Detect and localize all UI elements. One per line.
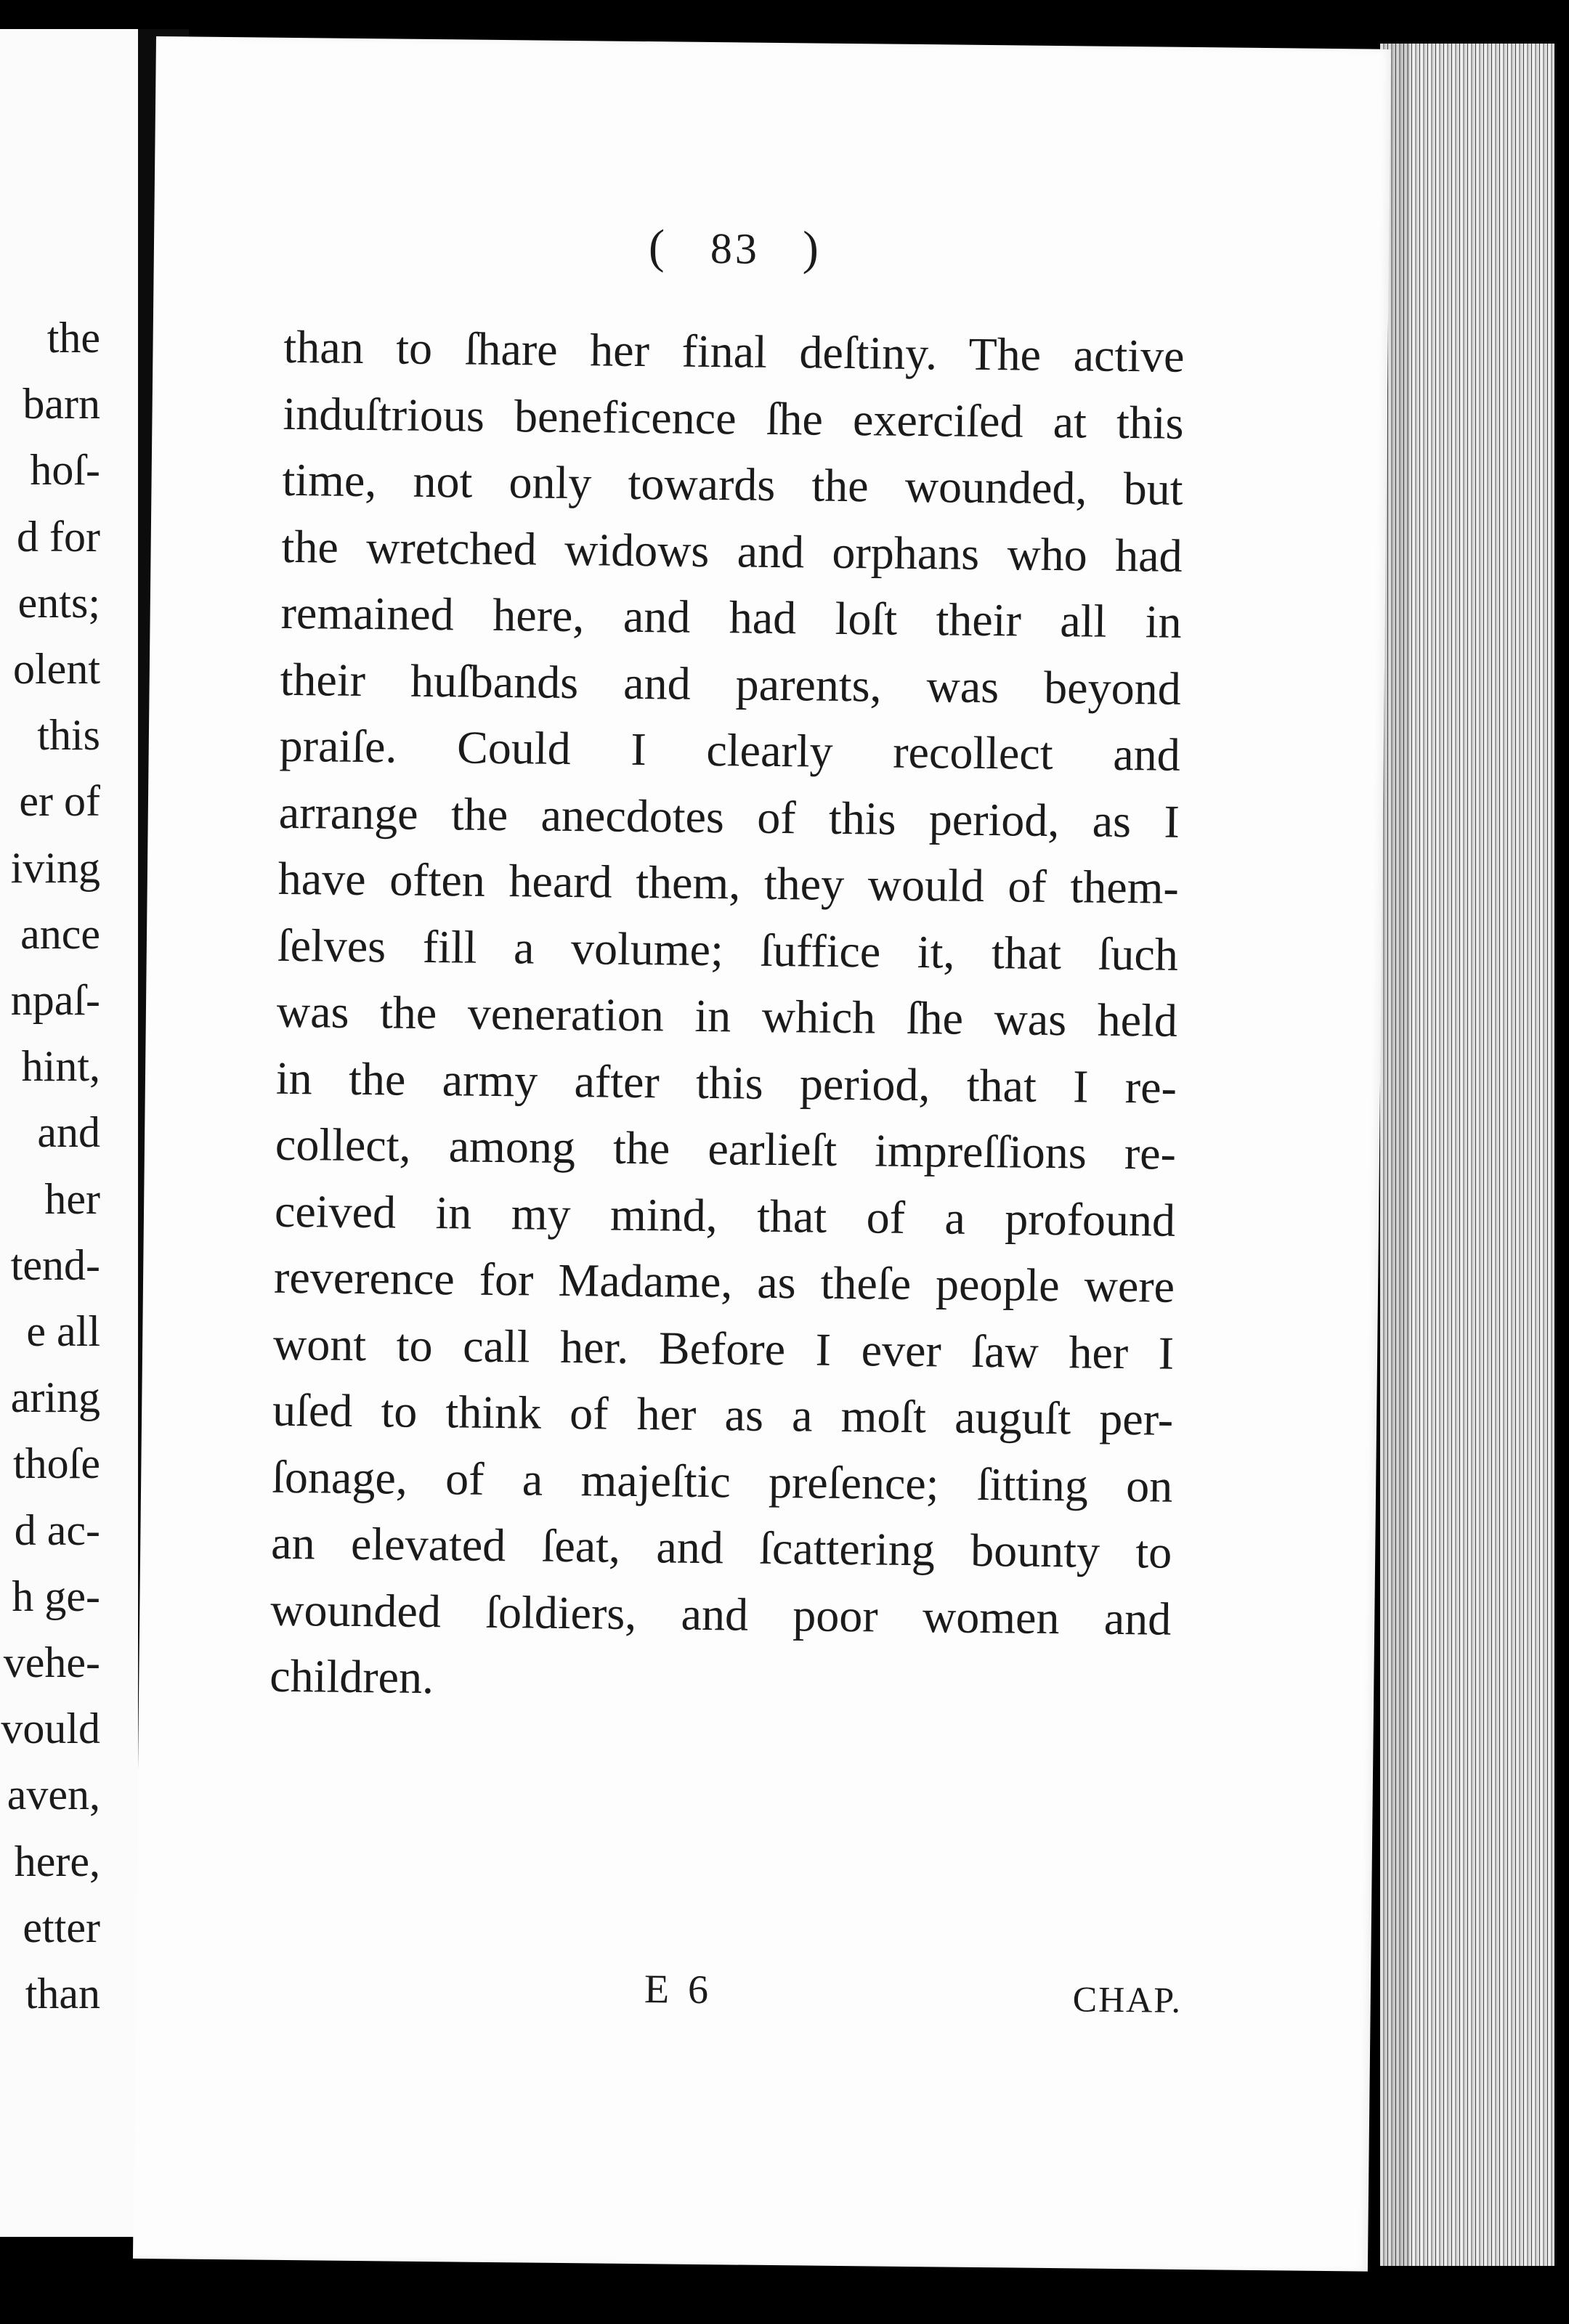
facing-line: e all xyxy=(26,1307,100,1356)
text-line: wounded ſoldiers, and poor women and xyxy=(269,1583,1172,1645)
facing-line: barn xyxy=(23,380,100,428)
header-close-paren: ) xyxy=(802,222,822,275)
text-line: have often heard them, they would of them- xyxy=(277,852,1180,914)
text-line: than to ſhare her final deſtiny. The active xyxy=(283,320,1185,382)
text-line: remained here, and had loſt their all in xyxy=(280,586,1183,648)
facing-line: here, xyxy=(14,1837,100,1885)
text-line: time, not only towards the wounded, but xyxy=(282,453,1183,515)
facing-line: this xyxy=(37,711,100,760)
facing-line: her xyxy=(44,1174,100,1223)
body-text xyxy=(269,314,1185,1718)
facing-line: er of xyxy=(19,777,100,826)
facing-line: the xyxy=(46,314,100,362)
text-line: induſtrious beneficence ſhe exerciſed at this xyxy=(283,387,1184,449)
facing-line: d for xyxy=(17,512,100,561)
facing-page xyxy=(0,29,138,2237)
text-line: ſonage, of a majeſtic preſence; ſitting on xyxy=(271,1450,1173,1512)
text-line: praiſe. Could I clearly recollect and xyxy=(279,719,1181,781)
text-line: in the army after this period, that I re- xyxy=(275,1052,1177,1113)
facing-line: npaſ- xyxy=(10,976,100,1025)
text-line: wont to call her. Before I ever ſaw her I xyxy=(272,1317,1175,1379)
facing-line: thoſe xyxy=(13,1439,100,1488)
facing-line: aring xyxy=(10,1373,100,1422)
text-line: collect, among the earlieſt impreſſions re- xyxy=(275,1118,1177,1179)
facing-line: aven, xyxy=(7,1771,100,1819)
facing-line: and xyxy=(37,1108,100,1157)
book-page xyxy=(133,36,1391,2272)
facing-line: vehe- xyxy=(3,1638,100,1687)
facing-line: ents; xyxy=(17,578,100,627)
text-line: was the veneration in which ſhe was held xyxy=(276,985,1178,1047)
facing-line: vould xyxy=(1,1705,100,1753)
catchword: CHAP. xyxy=(1072,1978,1183,2020)
text-line: the wretched widows and orphans who had xyxy=(281,520,1183,582)
facing-line: ance xyxy=(20,909,100,958)
facing-line: h ge- xyxy=(12,1572,100,1620)
signature-mark: E 6 xyxy=(644,1967,713,2013)
facing-line: hoſ- xyxy=(30,446,100,495)
header-open-paren: ( xyxy=(648,220,668,274)
page-number: 83 xyxy=(710,224,761,273)
page-header xyxy=(154,214,1317,282)
text-line: ceived in my mind, that of a profound xyxy=(274,1185,1176,1246)
facing-line: iving xyxy=(10,843,100,892)
text-line: arrange the anecdotes of this period, as I xyxy=(278,786,1180,848)
text-line: ſelves fill a volume; ſuffice it, that ſuch xyxy=(277,919,1179,980)
facing-line: hint, xyxy=(21,1042,100,1091)
facing-page-text xyxy=(0,305,100,2027)
facing-line: d ac- xyxy=(14,1506,100,1554)
facing-line: etter xyxy=(23,1903,100,1951)
text-line: an elevated ſeat, and ſcattering bounty to xyxy=(270,1516,1172,1578)
text-line: their huſbands and parents, was beyond xyxy=(280,653,1182,715)
text-line: children. xyxy=(269,1649,434,1704)
text-line: uſed to think of her as a moſt auguſt per- xyxy=(272,1384,1174,1445)
facing-line: tend- xyxy=(10,1240,100,1289)
facing-line: olent xyxy=(13,645,100,694)
text-line: reverence for Madame, as theſe people were xyxy=(273,1251,1175,1312)
facing-line: than xyxy=(25,1970,100,2018)
